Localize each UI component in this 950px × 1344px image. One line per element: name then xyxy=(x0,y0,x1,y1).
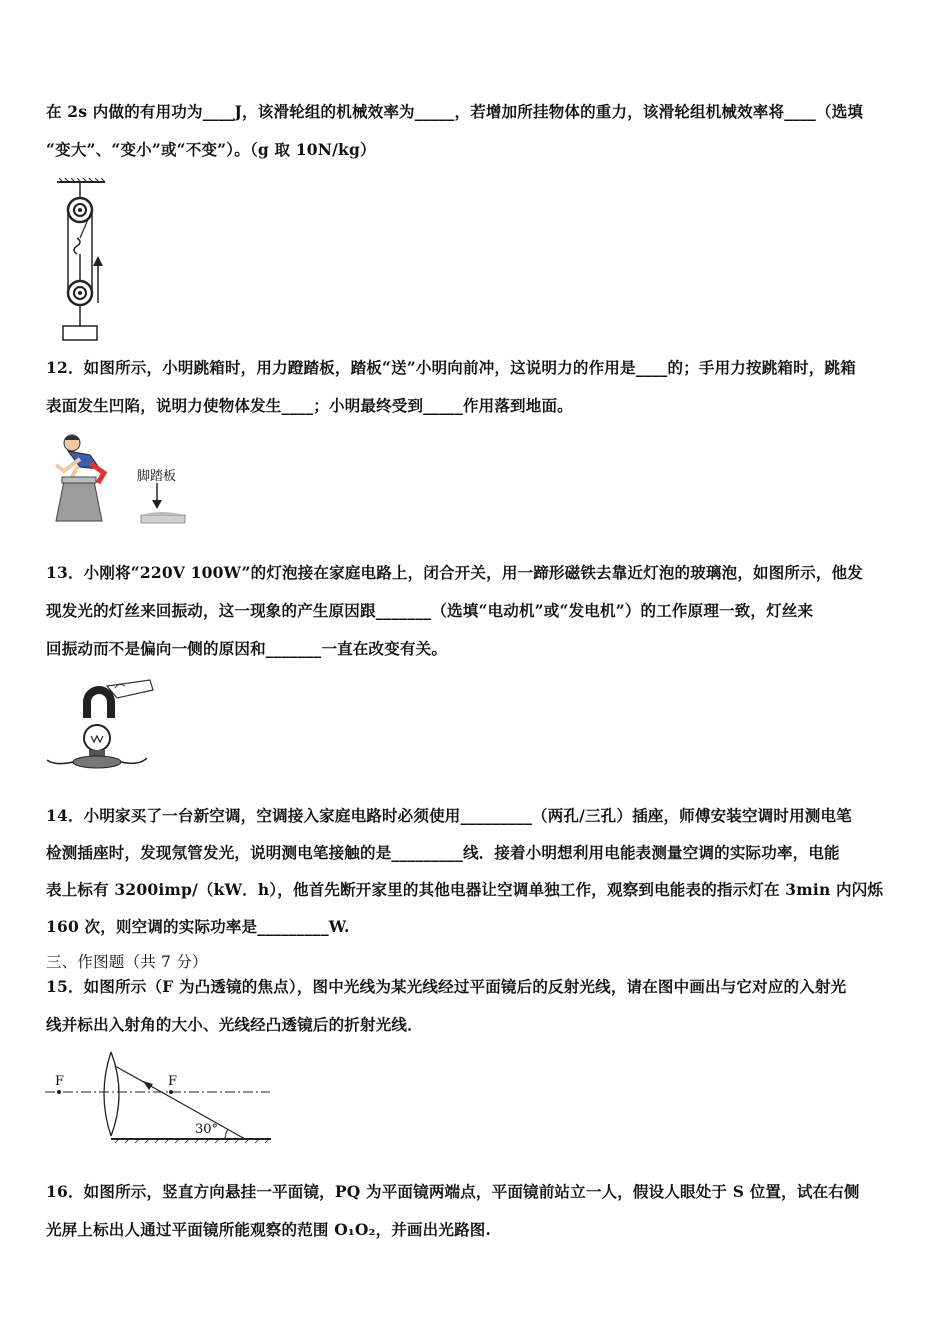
vault-box-figure xyxy=(50,433,120,525)
lens-mirror-figure xyxy=(45,1048,280,1144)
angle-label: 30° xyxy=(195,1122,219,1137)
section-heading: 三、作图题（共 7 分） xyxy=(46,953,208,971)
q14-text-line-4: 160 次，则空调的实际功率是_________W. xyxy=(46,917,350,936)
focus-label-right: F xyxy=(168,1074,178,1089)
q12-text-line-1: 12．如图所示，小明跳箱时，用力蹬踏板，踏板“送”小明向前冲，这说明力的作用是____的；手用力按跳箱时，跳箱 xyxy=(46,358,856,377)
magnet-bulb-figure xyxy=(45,672,160,777)
q13-text-line-1: 13．小刚将“220V 100W”的灯泡接在家庭电路上，闭合开关，用一蹄形磁铁去靠近灯泡的玻璃泡，如图所示，他发 xyxy=(46,563,863,582)
q15-text-line-2: 线并标出入射角的大小、光线经凸透镜后的折射光线． xyxy=(46,1015,423,1034)
q15-text-line-1: 15．如图所示（F 为凸透镜的焦点），图中光线为某光线经过平面镜后的反射光线，请在图中画出与它对应的入射光 xyxy=(46,977,847,996)
q16-text-line-1: 16．如图所示，竖直方向悬挂一平面镜，PQ 为平面镜两端点，平面镜前站立一人，假设人眼处于 S 位置，试在右侧 xyxy=(46,1182,860,1201)
q16-text-line-2: 光屏上标出人通过平面镜所能观察的范围 O₁O₂，并画出光路图. xyxy=(46,1220,492,1239)
q13-text-line-3: 回振动而不是偏向一侧的原因和_______一直在改变有关。 xyxy=(46,639,448,658)
q13-text-line-2: 现发光的灯丝来回振动，这一现象的产生原因跟_______（选填“电动机”或“发电机”）的工作原理一致，灯丝来 xyxy=(46,601,814,620)
springboard-label: 脚踏板 xyxy=(137,469,177,484)
focus-label-left: F xyxy=(55,1074,65,1089)
q11-text-line-1: 在 2s 内做的有用功为____J，该滑轮组的机械效率为_____，若增加所挂物体的重力，该滑轮组机械效率将____（选填 xyxy=(46,102,864,121)
pulley-system-figure xyxy=(55,178,115,343)
q14-text-line-1: 14．小明家买了一台新空调，空调接入家庭电路时必须使用_________（两孔/三孔）插座，师傅安装空调时用测电笔 xyxy=(46,806,852,825)
q11-text-line-2: “变大”、“变小”或“不变”）。（g 取 10N/kg） xyxy=(46,140,376,159)
q12-text-line-2: 表面发生凹陷，说明力使物体发生____；小明最终受到_____作用落到地面。 xyxy=(46,396,573,415)
q14-text-line-3: 表上标有 3200imp/（kW．h），他首先断开家里的其他电器让空调单独工作，观察到电能表的指示灯在 3min 内闪烁 xyxy=(46,880,884,899)
q14-text-line-2: 检测插座时，发现氖管发光，说明测电笔接触的是_________线．接着小明想利用电能表测量空调的实际功率，电能 xyxy=(46,843,840,862)
